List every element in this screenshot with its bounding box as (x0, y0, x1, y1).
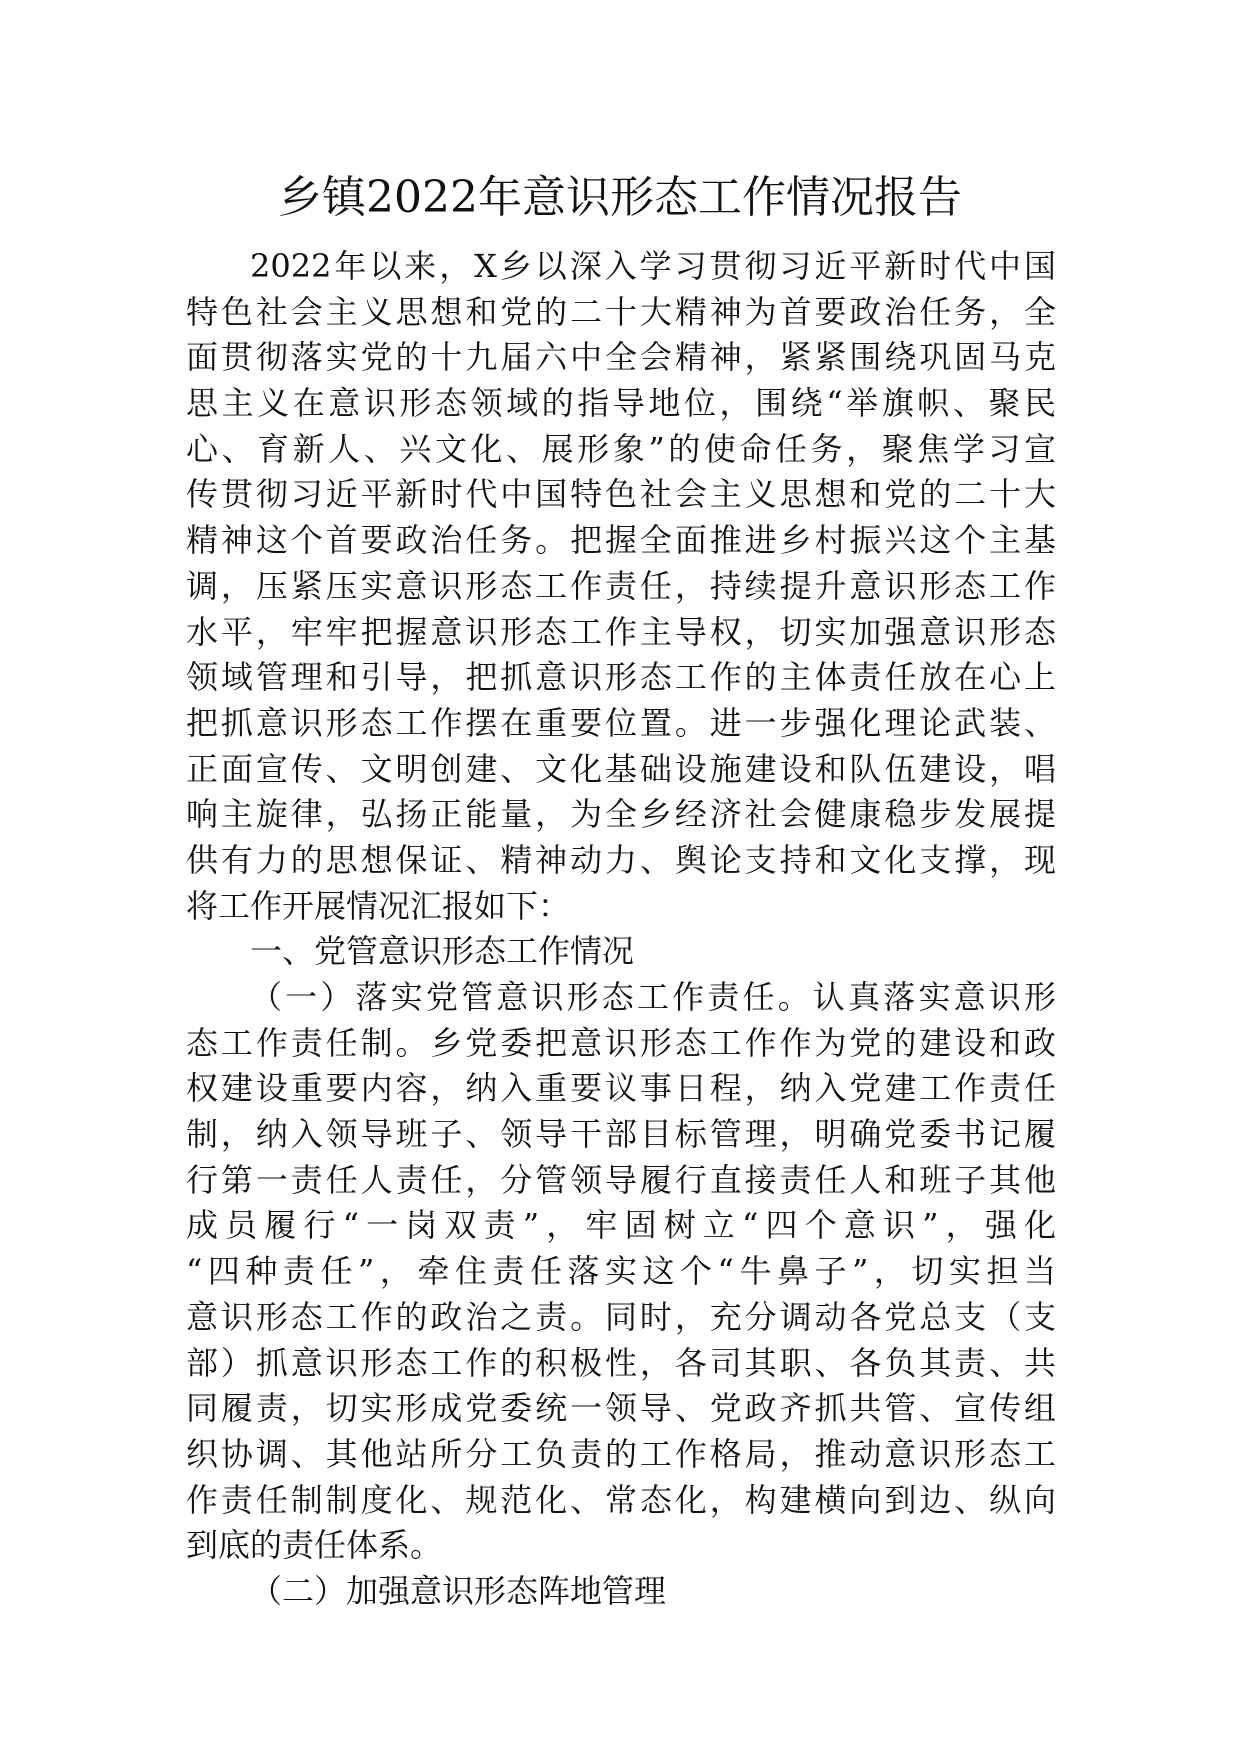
paragraph-line: 将工作开展情况汇报如下： (186, 886, 571, 925)
paragraph-line: 思主义在意识形态领域的指导地位，围绕“举旗帜、聚民 (186, 384, 1056, 423)
paragraph-line: 把抓意识形态工作摆在重要位置。进一步强化理论武装、 (186, 703, 1056, 742)
paragraph-line: 响主旋律，弘扬正能量，为全乡经济社会健康稳步发展提 (186, 795, 1056, 834)
paragraph-line: 行第一责任人责任，分管领导履行直接责任人和班子其他 (186, 1160, 1056, 1199)
paragraph-line: 领域管理和引导，把抓意识形态工作的主体责任放在心上 (186, 658, 1056, 697)
paragraph-line: 供有力的思想保证、精神动力、舆论支持和文化支撑，现 (186, 840, 1056, 879)
paragraph-line: 到底的责任体系。 (186, 1526, 443, 1565)
subsection-heading: （二）加强意识形态阵地管理 (250, 1571, 667, 1610)
paragraph-line: 意识形态工作的政治之责。同时，充分调动各党总支（支 (186, 1297, 1056, 1336)
paragraph-line: 心、育新人、兴文化、展形象”的使命任务，聚焦学习宣 (186, 429, 1056, 468)
paragraph-line: 精神这个首要政治任务。把握全面推进乡村振兴这个主基 (186, 521, 1056, 560)
paragraph-line: 成员履行“一岗双责”，牢固树立“四个意识”，强化 (186, 1206, 1056, 1245)
paragraph-line: 作责任制制度化、规范化、常态化，构建横向到边、纵向 (186, 1480, 1056, 1519)
paragraph-line: 织协调、其他站所分工负责的工作格局，推动意识形态工 (186, 1434, 1056, 1473)
paragraph-line: 制，纳入领导班子、领导干部目标管理，明确党委书记履 (186, 1115, 1056, 1154)
paragraph-line: 部）抓意识形态工作的积极性，各司其职、各负其责、共 (186, 1343, 1056, 1382)
paragraph-line: “四种责任”，牵住责任落实这个“牛鼻子”，切实担当 (186, 1252, 1056, 1291)
paragraph-line: （一）落实党管意识形态工作责任。认真落实意识形 (250, 978, 1056, 1016)
paragraph-line: 特色社会主义思想和党的二十大精神为首要政治任务，全 (186, 292, 1056, 331)
paragraph-line: 态工作责任制。乡党委把意识形态工作作为党的建设和政 (186, 1023, 1056, 1062)
paragraph-line: 传贯彻习近平新时代中国特色社会主义思想和党的二十大 (186, 475, 1056, 514)
document-body (186, 244, 1056, 1615)
paragraph-line: 水平，牢牢把握意识形态工作主导权，切实加强意识形态 (186, 612, 1056, 651)
document-title: 乡镇2022年意识形态工作情况报告 (278, 172, 962, 223)
paragraph-line: 2022年以来，X乡以深入学习贯彻习近平新时代中国 (250, 247, 1056, 285)
paragraph-line: 调，压紧压实意识形态工作责任，持续提升意识形态工作 (186, 566, 1056, 605)
paragraph-line: 面贯彻落实党的十九届六中全会精神，紧紧围绕巩固马克 (186, 338, 1056, 377)
paragraph-line: 权建设重要内容，纳入重要议事日程，纳入党建工作责任 (186, 1069, 1056, 1108)
section-heading: 一、党管意识形态工作情况 (250, 932, 635, 971)
paragraph-line: 正面宣传、文明创建、文化基础设施建设和队伍建设，唱 (186, 749, 1056, 788)
paragraph-line: 同履责，切实形成党委统一领导、党政齐抓共管、宣传组 (186, 1389, 1056, 1428)
